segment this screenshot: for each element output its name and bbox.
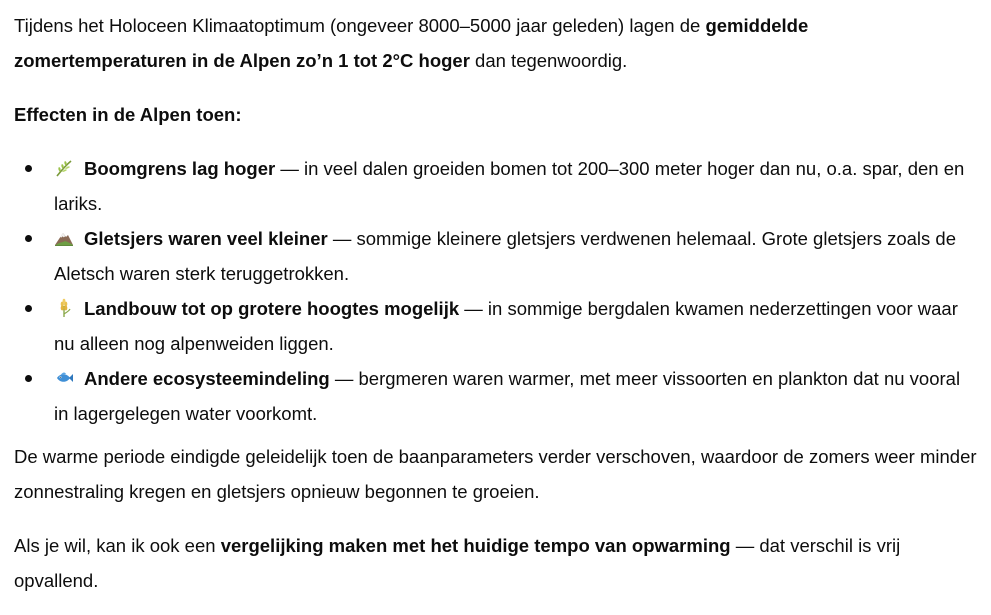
intro-bold-text: gemiddelde zomertemperaturen in de Alpen zo’n 1 tot 2°C hoger (14, 15, 809, 71)
intro-text-1: Tijdens het Holoceen Klimaatoptimum (ongeveer 8000–5000 jaar geleden) lagen de (14, 15, 706, 36)
bullet-dot (25, 305, 32, 312)
bullet-dot (25, 165, 32, 172)
bullet-title: Boomgrens lag hoger (84, 158, 276, 179)
bullet-title: Gletsjers waren veel kleiner (84, 228, 328, 249)
intro-text-2: dan tegenwoordig. (469, 50, 628, 71)
closing-paragraph: De warme periode eindigde geleidelijk toen de baanparameters verder verschoven, waardoor de zomers weer minder zonnestraling kregen en gletsjers opnieuw begonnen te groeien. (14, 446, 977, 502)
intro-paragraph (14, 8, 977, 78)
list-item (14, 221, 977, 291)
offer-text-2: — dat verschil is vrij opvallend. (14, 535, 901, 591)
mountain-icon (54, 228, 74, 248)
offer-bold-text: vergelijking maken met het huidige tempo van opwarming (220, 535, 731, 556)
list-item (14, 151, 977, 221)
section-heading: Effecten in de Alpen toen: (14, 104, 242, 125)
wheat-icon (54, 298, 74, 318)
bullet-text: — sommige kleinere gletsjers verdwenen helemaal. Grote gletsjers zoals de Aletsch waren sterk teruggetrokken. (54, 228, 956, 284)
effects-list (14, 151, 977, 431)
bullet-text: — in veel dalen groeiden bomen tot 200–300 meter hoger dan nu, o.a. spar, den en lariks. (54, 158, 965, 214)
list-item (14, 291, 977, 361)
fish-icon (54, 368, 74, 388)
bullet-dot (25, 235, 32, 242)
bullet-text: — bergmeren waren warmer, met meer vissoorten en plankton dat nu vooral in lagergelegen water voorkomt. (54, 368, 961, 424)
list-item (14, 361, 977, 431)
bullet-title: Landbouw tot op grotere hoogtes mogelijk (84, 298, 460, 319)
bullet-title: Andere ecosysteemindeling (84, 368, 330, 389)
bullet-dot (25, 375, 32, 382)
bullet-text: — in sommige bergdalen kwamen nederzettingen voor waar nu alleen nog alpenweiden liggen. (54, 298, 958, 354)
offer-text-1: Als je wil, kan ik ook een (14, 535, 221, 556)
herb-icon (54, 158, 74, 178)
offer-paragraph (14, 528, 977, 598)
